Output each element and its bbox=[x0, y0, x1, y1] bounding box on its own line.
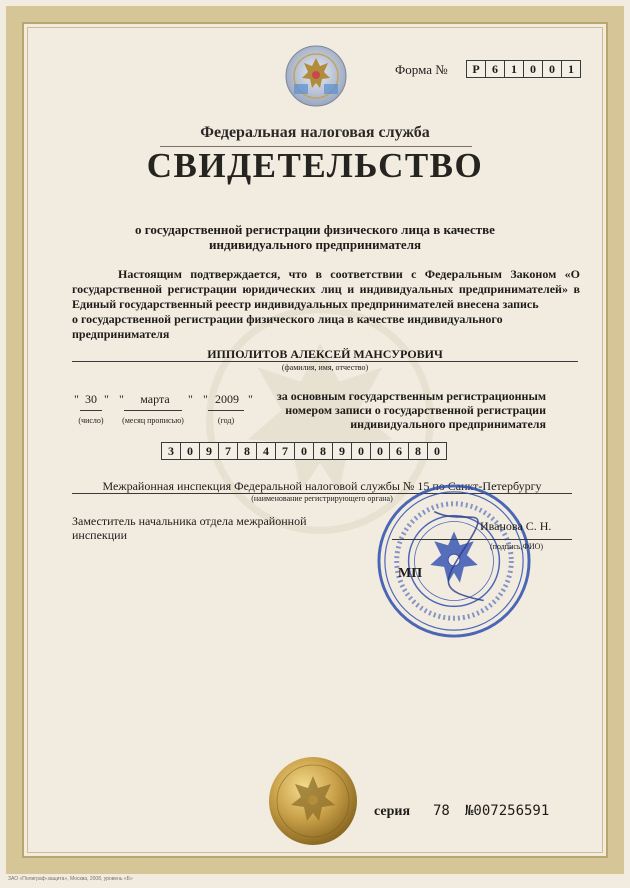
signature-caption: (подпись,ФИО) bbox=[490, 542, 544, 551]
signer-name: Иванова С. Н. bbox=[480, 519, 552, 533]
position-line: Заместитель начальника отдела межрайонной bbox=[72, 514, 307, 528]
form-number-cells bbox=[467, 60, 581, 78]
registering-office: Межрайонная инспекция Федеральной налоговой службы № 15 по Санкт-Петербургу bbox=[102, 479, 542, 493]
form-code-cell: 1 bbox=[561, 60, 581, 78]
fns-emblem-icon bbox=[284, 44, 348, 108]
agency-name: Федеральная налоговая служба bbox=[200, 124, 430, 141]
form-code-cell: 1 bbox=[504, 60, 524, 78]
ogrnip-cell: 0 bbox=[294, 442, 314, 460]
position-line: инспекции bbox=[72, 528, 128, 542]
document-title: СВИДЕТЕЛЬСТВО bbox=[146, 146, 484, 185]
series-number: №007256591 bbox=[465, 803, 550, 819]
signer-position bbox=[72, 514, 372, 542]
form-label: Форма № bbox=[395, 62, 448, 77]
ogrnip-cell: 6 bbox=[389, 442, 409, 460]
form-code-cell: 0 bbox=[523, 60, 543, 78]
ogrnip-cell: 0 bbox=[180, 442, 200, 460]
month-caption: (месяц прописью) bbox=[122, 416, 184, 425]
document-subtitle bbox=[90, 222, 540, 252]
year-caption: (год) bbox=[217, 416, 235, 425]
ogrnip-cell: 4 bbox=[256, 442, 276, 460]
quote-mark: " bbox=[74, 392, 79, 406]
official-stamp-icon bbox=[375, 482, 533, 640]
ogrnip-cell: 8 bbox=[237, 442, 257, 460]
ogrnip-cell: 3 bbox=[161, 442, 181, 460]
ogrnip-cell: 0 bbox=[370, 442, 390, 460]
subtitle-line: о государственной регистрации физического лица в качестве bbox=[135, 222, 495, 237]
registration-text-line: за основным государственным регистрационным bbox=[276, 389, 546, 403]
registration-text-line: индивидуального предпринимателя bbox=[350, 417, 546, 431]
series-code: 78 bbox=[433, 803, 450, 819]
name-caption: (фамилия, имя, отчество) bbox=[281, 363, 369, 372]
day-caption: (число) bbox=[78, 416, 104, 425]
ogrnip-cell: 9 bbox=[332, 442, 352, 460]
quote-mark: " bbox=[104, 392, 109, 406]
signature-underline bbox=[392, 539, 572, 540]
ogrnip-cell: 8 bbox=[408, 442, 428, 460]
date-month: марта bbox=[140, 392, 170, 406]
ogrnip-cell: 0 bbox=[351, 442, 371, 460]
ogrnip-cell: 7 bbox=[218, 442, 238, 460]
statement-text-continued: о государственной регистрации физического лица в качестве индивидуального предпринимателя bbox=[72, 312, 503, 341]
form-code-cell: 0 bbox=[542, 60, 562, 78]
ogrnip-cell: 8 bbox=[313, 442, 333, 460]
name-underline bbox=[72, 361, 578, 362]
quote-mark: " bbox=[248, 392, 253, 406]
registration-text bbox=[256, 389, 546, 431]
day-underline bbox=[80, 410, 102, 411]
statement-text: Настоящим подтверждается, что в соответствии с Федеральным Законом «О государственной регистрации юридических лиц и индивидуальных предпринимателей» в Единый государственный реестр индивидуальных предпринимателей внесена запись bbox=[72, 267, 580, 311]
statement-paragraph bbox=[72, 267, 580, 342]
quote-mark: " bbox=[188, 392, 193, 406]
seal-place-mark: МП bbox=[398, 566, 423, 581]
printer-note: ЗАО «Полиграф-защита», Москва, 2008, уровень «Б» bbox=[8, 876, 133, 882]
series-label: серия bbox=[374, 804, 411, 819]
date-day: 30 bbox=[85, 392, 97, 406]
gold-seal-icon bbox=[268, 756, 358, 846]
year-underline bbox=[208, 410, 244, 411]
ogrnip-cell: 7 bbox=[275, 442, 295, 460]
ogrnip-cell: 9 bbox=[199, 442, 219, 460]
date-year: 2009 bbox=[215, 392, 239, 406]
form-code-cell: Р bbox=[466, 60, 486, 78]
ogrnip-cell: 0 bbox=[427, 442, 447, 460]
person-full-name: ИППОЛИТОВ АЛЕКСЕЙ МАНСУРОВИЧ bbox=[207, 347, 443, 361]
quote-mark: " bbox=[203, 392, 208, 406]
month-underline bbox=[124, 410, 182, 411]
office-caption: (наименование регистрирующего органа) bbox=[251, 494, 393, 503]
form-code-cell: 6 bbox=[485, 60, 505, 78]
subtitle-line: индивидуального предпринимателя bbox=[208, 237, 422, 252]
registration-text-line: номером записи о государственной регистрации bbox=[285, 403, 546, 417]
ogrnip-number-cells bbox=[162, 442, 447, 460]
quote-mark: " bbox=[119, 392, 124, 406]
